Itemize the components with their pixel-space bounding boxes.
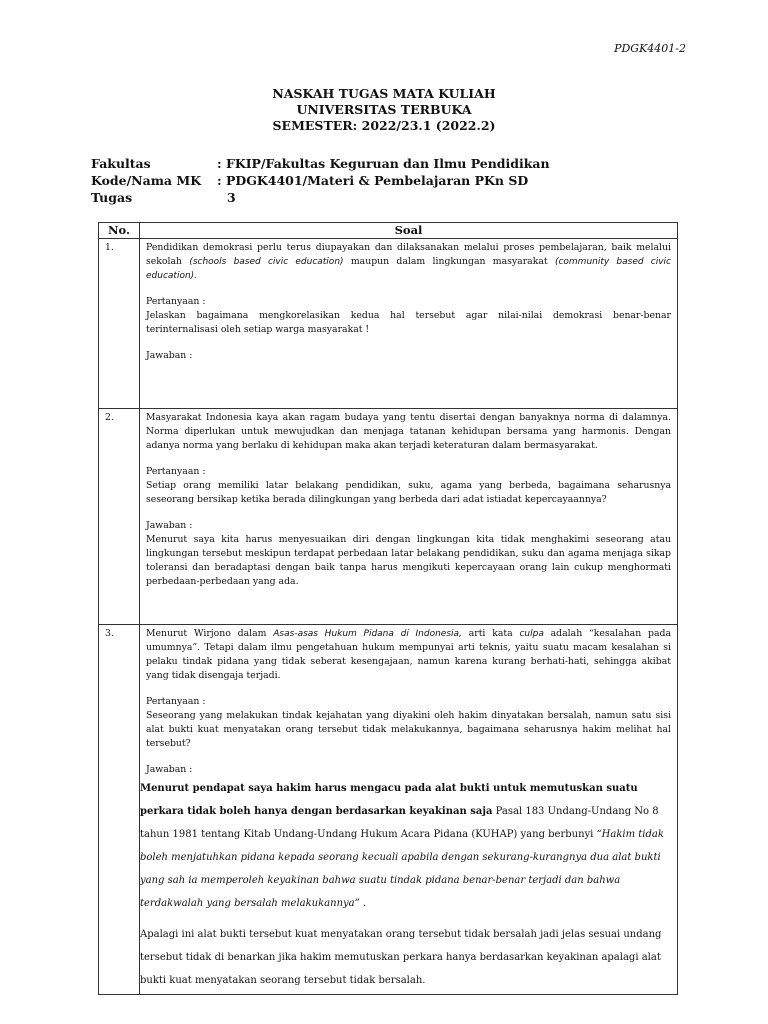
- column-header-soal: Soal: [140, 223, 678, 239]
- question-table: [98, 222, 678, 995]
- row-number: 1.: [99, 239, 140, 409]
- kode-label: Kode/Nama MK: [91, 173, 202, 188]
- heading-line-1: NASKAH TUGAS MATA KULIAH: [272, 86, 496, 101]
- question-cell: [140, 625, 678, 995]
- column-header-no: No.: [99, 223, 140, 239]
- fakultas-value: : FKIP/Fakultas Keguruan dan Ilmu Pendidikan: [217, 156, 550, 171]
- course-meta: [91, 155, 550, 206]
- question-intro: Masyarakat Indonesia kaya akan ragam budaya yang tentu disertai dengan banyaknya norma di dalamnya. Norma diperlukan untuk mewujudkan dan menjaga tatanan kehidupan bersama yang harmonis. Dengan adanya norma yang berlaku di kehidupan maka akan terjadi keteraturan dalam bermasyarakat.: [146, 412, 671, 451]
- answer-text: Menurut saya kita harus menyesuaikan diri dengan lingkungan kita tidak menghakimi seseorang atau lingkungan tersebut meskipun terdapat perbedaan latar belakang pendidikan, suku dan agama menjaga sikap toleransi dan beradaptasi dengan baik tanpa harus mengikuti kepercayaan orang lain cukup menghormati perbedaan-perbedaan yang ada.: [146, 534, 671, 587]
- question-label: Pertanyaan :: [146, 296, 206, 307]
- row-number: 2.: [99, 409, 140, 625]
- answer-text-continued: Apalagi ini alat bukti tersebut kuat menyatakan orang tersebut tidak bersalah jadi jelas sesuai undang tersebut tidak di benarkan jika hakim memutuskan perkara hanya berdasarkan keyakinan apalagi alat bukti kuat menyatakan seorang tersebut tidak bersalah.: [140, 929, 662, 986]
- question-cell: [140, 239, 678, 409]
- table-row: [99, 239, 678, 409]
- heading-line-2: UNIVERSITAS TERBUKA: [296, 102, 472, 117]
- fakultas-label: Fakultas: [91, 156, 151, 171]
- table-header-row: [99, 223, 678, 239]
- answer-label: Jawaban :: [146, 350, 193, 361]
- question-intro: Pendidikan demokrasi perlu terus diupayakan dan dilaksanakan melalui proses pembelajaran, baik melalui sekolah (schools based civic education) maupun dalam lingkungan masyarakat (community based civic education).: [146, 242, 671, 281]
- table-row: [99, 409, 678, 625]
- question-text: Setiap orang memiliki latar belakang pendidikan, suku, agama yang berbeda, bagaimana seharusnya seseorang bersikap ketika berada dilingkungan yang berbeda dari adat istiadat kepercayaannya?: [146, 480, 671, 505]
- table-row: [99, 625, 678, 995]
- document-code: PDGK4401-2: [614, 42, 686, 55]
- answer-text: Menurut pendapat saya hakim harus mengacu pada alat bukti untuk memutuskan suatu perkara tidak boleh hanya dengan berdasarkan keyakinan saja Pasal 183 Undang-Undang No 8 tahun 1981 tentang Kitab Undang-Undang Hukum Acara Pidana (KUHAP) yang berbunyi “Hakim tidak boleh menjatuhkan pidana kepada seorang kecuali apabila dengan sekurang-kurangnya dua alat bukti yang sah ia memperoleh keyakinan bahwa suatu tindak pidana benar-benar terjadi dan bahwa terdakwalah yang bersalah melakukannya” .: [140, 783, 664, 909]
- question-cell: [140, 409, 678, 625]
- question-text: Seseorang yang melakukan tindak kejahatan yang diyakini oleh hakim dinyatakan bersalah, namun satu sisi alat bukti kuat menyatakan orang tersebut tidak melakukannya, bagaimana seharusnya hakim melihat hal tersebut?: [146, 710, 671, 749]
- question-text: Jelaskan bagaimana mengkorelasikan kedua hal tersebut agar nilai-nilai demokrasi benar-benar terinternalisasi oleh setiap warga masyarakat !: [146, 310, 671, 335]
- answer-label: Jawaban :: [146, 764, 193, 775]
- meta-row-tugas: [91, 189, 550, 206]
- tugas-value: 3: [227, 190, 236, 205]
- meta-row-kode: [91, 172, 550, 189]
- answer-label: Jawaban :: [146, 520, 193, 531]
- question-label: Pertanyaan :: [146, 696, 206, 707]
- row-number: 3.: [99, 625, 140, 995]
- document-heading: [0, 86, 768, 134]
- meta-row-fakultas: [91, 155, 550, 172]
- question-intro: Menurut Wirjono dalam Asas-asas Hukum Pidana di Indonesia, arti kata culpa adalah “kesalahan pada umumnya”. Tetapi dalam ilmu pengetahuan hukum mempunyai arti teknis, yaitu suatu macam kesalahan si pelaku tindak pidana yang tidak seberat kesengajaan, namun karena kurang berhati-hati, sehingga akibat yang tidak disengaja terjadi.: [146, 628, 671, 681]
- kode-value: : PDGK4401/Materi & Pembelajaran PKn SD: [217, 173, 529, 188]
- tugas-label: Tugas: [91, 190, 133, 205]
- question-label: Pertanyaan :: [146, 466, 206, 477]
- heading-line-3: SEMESTER: 2022/23.1 (2022.2): [272, 118, 496, 133]
